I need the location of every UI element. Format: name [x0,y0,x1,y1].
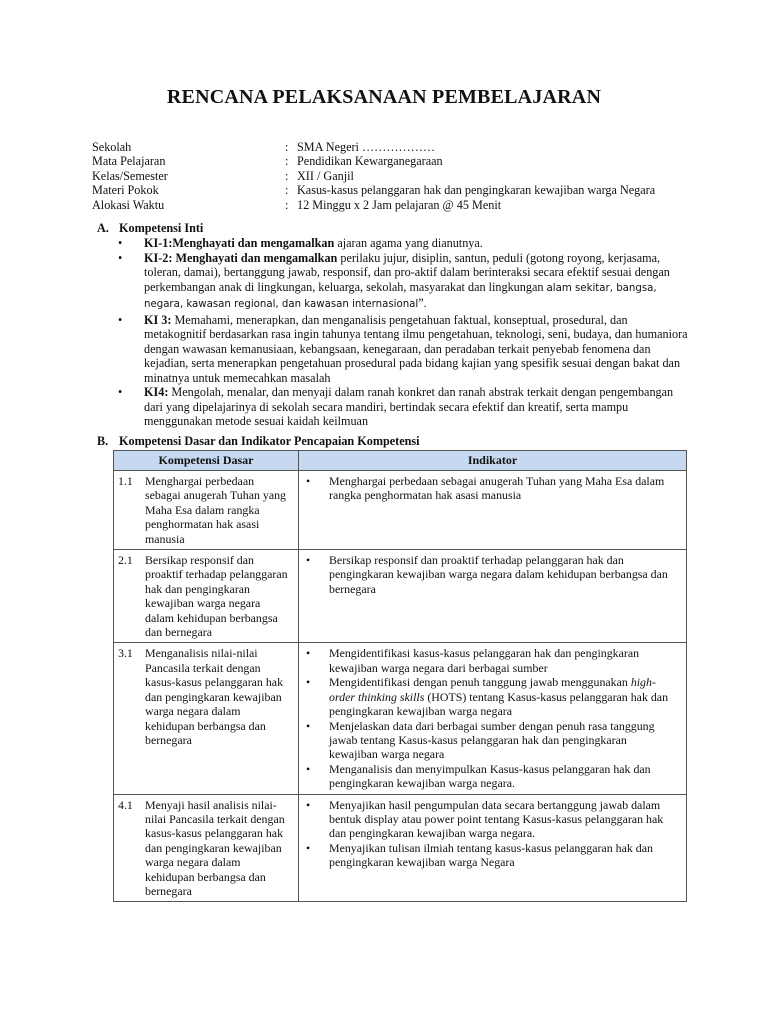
indikator-cell [299,794,687,902]
info-label: Kelas/Semester [92,168,168,183]
info-colon: : [285,197,289,212]
info-value: Pendidikan Kewarganegaraan [297,154,443,169]
section-b-heading [97,434,420,449]
indikator-text: Menjelaskan data dari berbagai sumber dengan penuh rasa tanggung jawab tentang Kasus-kasus pelanggaran hak dan pengingkaran kewajiban warga negara [329,718,655,762]
bullet-icon: • [306,718,311,733]
info-label: Sekolah [92,140,132,154]
kd-cell [114,794,299,902]
ki-text: Mengolah, menalar, dan menyaji dalam ranah konkret dan ranah abstrak terkait dengan pengembangan dari yang dipelajarinya di sekolah secara mandiri, bertindak secara efektif dan kreatif, serta mampu menggunakan metode sesuai kaidah keilmuan [144,385,674,428]
indikator-text: Menganalisis dan menyimpulkan Kasus-kasus pelanggaran hak dan pengingkaran kewajiban warga negara. [329,761,651,791]
list-item [303,841,682,870]
ki-label: KI-1:Menghayati dan mengamalkan [144,236,335,250]
bullet-icon: • [306,646,311,661]
info-colon: : [285,154,289,169]
info-row-kelas-semester [92,169,655,183]
list-item [303,675,682,718]
kd-cell [114,643,299,794]
kd-text: Menghargai perbedaan sebagai anugerah Tuhan yang Maha Esa dalam rangka penghormatan hak asasi manusia [145,474,287,546]
list-item [118,313,688,386]
indikator-text: Bersikap responsif dan proaktif terhadap pelanggaran hak dan pengingkaran kewajiban warga negara dalam kehidupan berbangsa dan bernegara [329,553,668,596]
table-header-row [114,451,687,471]
bullet-icon: • [306,761,311,776]
table-row [114,550,687,643]
info-row-sekolah [92,140,655,154]
indikator-cell [299,471,687,550]
list-item [118,385,688,429]
info-label: Materi Pokok [92,183,159,198]
list-item [303,719,682,762]
section-letter: A. [97,221,109,235]
column-header-indikator: Indikator [299,451,687,471]
info-colon: : [285,168,289,183]
bullet-icon: • [118,312,123,327]
kd-text: Menganalisis nilai-nilai Pancasila terkait dengan kasus-kasus pelanggaran hak dan pengingkaran kewajiban warga negara dalam kehidupan berbangsa dan bernegara [145,646,284,747]
ki-label: KI4: [144,385,169,399]
list-item [303,646,682,675]
info-colon: : [285,183,289,198]
bullet-icon: • [306,840,311,855]
kd-cell [114,471,299,550]
kd-cell [114,550,299,643]
document-title: RENCANA PELAKSANAAN PEMBELAJARAN [166,86,602,108]
section-title: Kompetensi Inti [119,221,204,235]
list-item [303,474,682,503]
info-value: Kasus-kasus pelanggaran hak dan pengingkaran kewajiban warga Negara [297,183,656,198]
indikator-cell [299,550,687,643]
ki-label: KI-2: Menghayati dan mengamalkan [144,250,338,265]
column-header-kompetensi-dasar: Kompetensi Dasar [114,451,299,471]
bullet-icon: • [306,797,311,812]
info-row-materi-pokok [92,183,655,197]
kd-number: 3.1 [118,646,133,661]
list-item [303,798,682,841]
bullet-icon: • [118,236,123,250]
kd-number: 2.1 [118,553,133,568]
info-label: Mata Pelajaran [92,154,166,169]
competency-table [113,450,687,902]
indikator-text: Menyajikan tulisan ilmiah tentang kasus-kasus pelanggaran hak dan pengingkaran kewajiban warga Negara [329,840,653,870]
indikator-text: Menyajikan hasil pengumpulan data secara bertanggung jawab dalam bentuk display atau power point tentang Kasus-kasus pelanggaran hak dan pengingkaran kewajiban warga negara. [329,797,664,841]
identity-block [92,140,655,212]
ki-text: ajaran agama yang dianutnya. [334,236,483,250]
section-a-heading [97,221,203,236]
info-row-mata-pelajaran [92,154,655,168]
kd-text: Menyaji hasil analisis nilai-nilai Pancasila terkait dengan kasus-kasus pelanggaran hak dan pengingkaran kewajiban warga negara dalam kehidupan berbangsa dan bernegara [145,797,285,898]
kd-number: 4.1 [118,797,133,812]
list-item [303,553,682,596]
bullet-icon: • [306,474,311,488]
section-title: Kompetensi Dasar dan Indikator Pencapaian Kompetensi [119,434,420,448]
indikator-text-italic: high-order thinking skills [329,675,656,704]
section-letter: B. [97,434,109,448]
table-row [114,643,687,794]
indikator-text: Mengidentifikasi dengan penuh tanggung jawab menggunakan [329,675,631,690]
ki-text-special: alam sekitar, bangsa, negara, kawasan regional, dan kawasan internasional [144,282,657,310]
bullet-icon: • [306,553,311,568]
kd-text: Bersikap responsif dan proaktif terhadap pelanggaran hak dan pengingkaran kewajiban warga negara dalam kehidupan berbangsa dan bernegara [145,553,288,640]
ki-label: KI 3: [144,312,172,327]
list-item [303,762,682,791]
info-value: SMA Negeri ……………… [297,140,436,154]
list-item [118,236,688,251]
list-item [118,251,688,313]
ki-text: Memahami, menerapkan, dan menganalisis pengetahuan faktual, konseptual, prosedural, dan metakognitif berdasarkan rasa ingin tahunya tentang ilmu pengetahuan, teknologi, seni, budaya, dan humaniora dengan wawasan kemanusiaan, kebangsaan, kenegaraan, dan peradaban terkait penyebab fenomena dan kejadian, serta menerapkan pengetahuan prosedural pada bidang kajian yang spesifik sesuai dengan bakat dan minatnya untuk memecahkan masalah [144,312,688,385]
indikator-cell [299,643,687,794]
info-label: Alokasi Waktu [92,197,165,212]
info-value: XII / Ganjil [297,168,354,183]
table-row [114,794,687,902]
table-row [114,471,687,550]
bullet-icon: • [118,250,123,265]
bullet-icon: • [306,675,311,690]
indikator-text: (HOTS) tentang Kasus-kasus pelanggaran hak dan pengingkaran kewajiban warga negara [329,689,669,719]
bullet-icon: • [118,385,123,399]
indikator-text: Mengidentifikasi kasus-kasus pelanggaran hak dan pengingkaran kewajiban warga negara dari berbagai sumber [329,646,640,675]
ki-text-end: ”. [418,296,427,310]
info-value: 12 Minggu x 2 Jam pelajaran @ 45 Menit [297,197,502,212]
info-colon: : [285,140,289,154]
kd-number: 1.1 [118,474,133,488]
indikator-text: Menghargai perbedaan sebagai anugerah Tuhan yang Maha Esa dalam rangka penghormatan hak asasi manusia [329,474,665,503]
info-row-alokasi-waktu [92,198,655,212]
ki-list [118,236,688,429]
ki-text: perilaku jujur, disiplin, santun, peduli (gotong royong, kerjasama, toleran, damai), bertanggung jawab, responsif, dan pro-aktif dalam berinteraksi secara efektif sesuai dengan perkembangan anak di lingkungan, keluarga, sekolah, masyarakat dan lingkungan [144,250,670,294]
